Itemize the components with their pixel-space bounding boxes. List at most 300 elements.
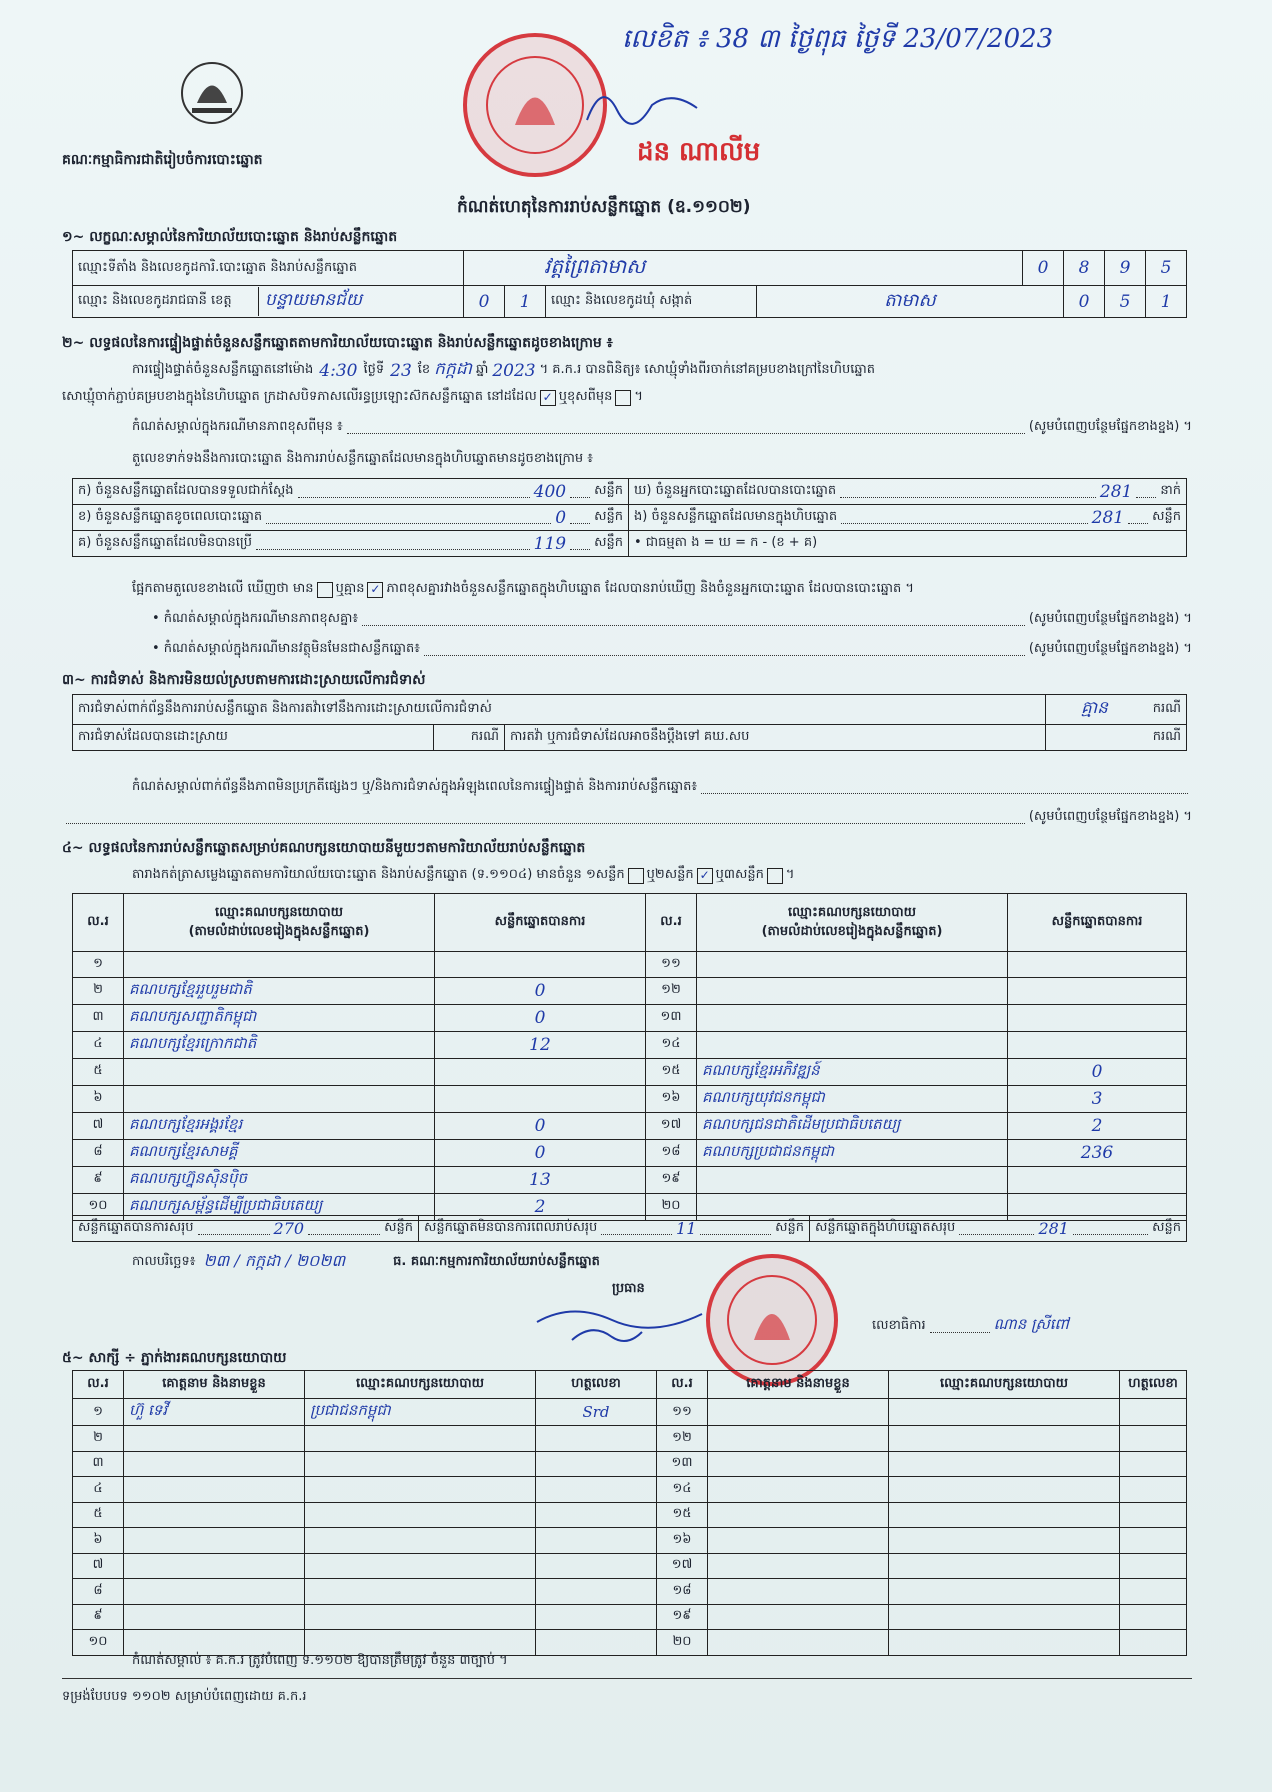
- total-valid-cell: [73, 1216, 419, 1242]
- figures-intro: តួលេខទាក់ទងនឹងការបោះឆ្នោត និងការរាប់សន្លឹកឆ្នោតដែលមានក្នុងហិបឆ្នោតមានដូចខាងក្រោម ៖: [132, 451, 593, 466]
- party-votes: 12: [435, 1031, 646, 1058]
- total-box-cell: [810, 1216, 1187, 1242]
- witness-party[interactable]: [889, 1604, 1120, 1630]
- col-party-right-sub: (តាមលំដាប់លេខរៀងក្នុងសន្លឹកឆ្នោត): [761, 923, 943, 939]
- witness-party[interactable]: [305, 1579, 536, 1605]
- total-valid-value: 270: [273, 1219, 305, 1238]
- col-party-left-sub: (តាមលំដាប់លេខរៀងក្នុងសន្លឹកឆ្នោត): [188, 923, 370, 939]
- verification-line2: [62, 388, 643, 407]
- dotfill: [570, 537, 590, 550]
- difference-note-line: [132, 418, 1192, 437]
- witness-signature[interactable]: [536, 1426, 657, 1452]
- w-col-sign-right: ហត្ថលេខា: [1120, 1371, 1187, 1399]
- party-votes: [435, 952, 646, 978]
- witness-name[interactable]: [708, 1399, 889, 1426]
- witness-name[interactable]: [708, 1630, 889, 1656]
- discrepancy-label-b: ឬគ្មាន: [335, 581, 365, 596]
- witness-no: ១៥: [657, 1502, 708, 1528]
- witness-party[interactable]: [305, 1426, 536, 1452]
- witness-no: ២: [73, 1426, 124, 1452]
- received-row: [73, 479, 629, 505]
- table-row: [73, 1426, 1187, 1452]
- witness-party[interactable]: [305, 1451, 536, 1477]
- footer-divider: [62, 1678, 1192, 1679]
- date-value: ២៣ / កក្កដា / ២០២៣: [203, 1251, 346, 1270]
- party-name: គណបក្សជនជាតិដើមប្រជាធិបតេយ្យ: [697, 1112, 1008, 1139]
- witness-party[interactable]: [889, 1477, 1120, 1503]
- party-no: ១៥: [646, 1058, 697, 1085]
- verify-line1-rest: ។ គ.ក.រ បានពិនិត្យ៖ សោឃ្មុំទាំងពីរចាក់នៅគម្របខាងក្រៅនៃហិបឆ្នោត: [539, 362, 875, 377]
- form-title: កំណត់ហេតុនៃការរាប់សន្លឹកឆ្នោត (ឧ.១១០២): [457, 197, 751, 217]
- appeal-label: ការតវ៉ា ឬការជំទាស់ដែលអាចនឹងប្តឹងទៅ គឃ.សប: [505, 725, 1046, 751]
- witness-party[interactable]: [889, 1579, 1120, 1605]
- stamp-name: ដន ណាលីម: [637, 137, 761, 167]
- party-votes: 0: [435, 1139, 646, 1166]
- party-no: ១: [73, 952, 124, 978]
- form-footer: ទម្រង់បែបបទ ១១០២ សម្រាប់បំពេញដោយ គ.ក.រ: [62, 1689, 307, 1704]
- changed-label: ឬខុសពីមុន: [558, 389, 613, 404]
- dotfill: [700, 1222, 771, 1235]
- foreign-object-note-field[interactable]: [424, 643, 1025, 656]
- witness-name[interactable]: [124, 1553, 305, 1579]
- party-name: [124, 1058, 435, 1085]
- col-no-left: ល.រ: [73, 894, 124, 952]
- total-invalid-cell: [419, 1216, 810, 1242]
- witness-no: ១: [73, 1399, 124, 1426]
- party-no: ៥: [73, 1058, 124, 1085]
- party-no: ១៦: [646, 1085, 697, 1112]
- verify-day: 23: [390, 360, 412, 381]
- party-name: [697, 977, 1008, 1004]
- col-party-right: [697, 894, 1008, 952]
- irregularity-note-line2: [62, 808, 1192, 827]
- discrepancy-note-field[interactable]: [362, 613, 1025, 626]
- witness-name[interactable]: [708, 1553, 889, 1579]
- total-box-unit: សន្លឹក: [1152, 1220, 1182, 1235]
- spoiled-label: ខ) ចំនួនសន្លឹកឆ្នោតខូចពេលបោះឆ្នោត: [78, 509, 263, 524]
- party-no: ១៩: [646, 1166, 697, 1193]
- dotfill: [930, 1320, 990, 1333]
- witness-signature[interactable]: [1120, 1426, 1187, 1452]
- party-votes: 2: [435, 1193, 646, 1220]
- section1-title: ១~ លក្ខណៈសម្គាល់នៃការិយាល័យបោះឆ្នោត និងរាប់សន្លឹកឆ្នោត: [62, 229, 398, 245]
- dotfill: [198, 1222, 270, 1235]
- emblem-logo: [177, 58, 247, 128]
- station-code-1: 0: [1023, 251, 1064, 286]
- verify-time: 4:30: [319, 360, 358, 381]
- committee-stamp: [702, 1250, 842, 1390]
- witness-signature[interactable]: [1120, 1502, 1187, 1528]
- party-votes: 0: [435, 1112, 646, 1139]
- party-votes: 0: [435, 1004, 646, 1031]
- province-label-text: ឈ្មោះ និងលេខកូដរាជធានី ខេត្ត: [78, 293, 232, 308]
- irregularity-note-hint: (សូមបំពេញបន្ថែមផ្នែកខាងខ្នង) ។: [1028, 809, 1192, 824]
- two-sheet-label: ឬ២សន្លឹក: [646, 867, 694, 882]
- party-votes: [1008, 1031, 1187, 1058]
- table-row: [73, 1112, 1187, 1139]
- three-sheet-checkbox[interactable]: [767, 868, 783, 884]
- witness-party[interactable]: [889, 1426, 1120, 1452]
- party-name: គណបក្សខ្មែរក្រោកជាតិ: [124, 1031, 435, 1058]
- discrepancy-line: [132, 580, 914, 599]
- table-row: [73, 1477, 1187, 1503]
- voters-value: 281: [1099, 481, 1133, 502]
- verify-day-label: ថ្ងៃទី: [363, 362, 385, 377]
- witness-signature[interactable]: [1120, 1553, 1187, 1579]
- witness-no: ១៣: [657, 1451, 708, 1477]
- witness-no: ៧: [73, 1553, 124, 1579]
- witness-no: ១៩: [657, 1604, 708, 1630]
- dotfill: [840, 485, 1096, 498]
- witness-no: ១៨: [657, 1579, 708, 1605]
- table-row: [73, 1085, 1187, 1112]
- spoiled-unit: សន្លឹក: [594, 509, 623, 524]
- no-discrepancy-checkbox[interactable]: ✓: [367, 582, 383, 598]
- party-votes: 0: [1008, 1058, 1187, 1085]
- table-row: [73, 1139, 1187, 1166]
- complaints-count: គ្មាន: [1081, 698, 1108, 718]
- secretary-label: លេខាធិការ: [872, 1317, 926, 1333]
- verify-year-label: ឆ្នាំ: [475, 362, 489, 377]
- witness-name[interactable]: [708, 1426, 889, 1452]
- total-invalid-label: សន្លឹកឆ្នោតមិនបានការពេលរាប់សរុប: [424, 1220, 598, 1235]
- party-no: ១២: [646, 977, 697, 1004]
- box-count-label: ង) ចំនួនសន្លឹកឆ្នោតដែលមានក្នុងហិបឆ្នោត: [634, 509, 838, 524]
- verify-line2-end: ។: [634, 389, 643, 404]
- dotfill: [256, 537, 530, 550]
- party-votes: [435, 1085, 646, 1112]
- col-party-left: [124, 894, 435, 952]
- appeal-unit: ករណី: [1046, 725, 1187, 751]
- party-name: [124, 1085, 435, 1112]
- witness-party[interactable]: [305, 1604, 536, 1630]
- witness-party[interactable]: [889, 1451, 1120, 1477]
- witness-party[interactable]: [889, 1502, 1120, 1528]
- total-box-label: សន្លឹកឆ្នោតក្នុងហិបឆ្នោតសរុប: [815, 1220, 956, 1235]
- date-label: កាលបរិច្ឆេទ៖: [132, 1253, 196, 1269]
- table-row: [73, 1579, 1187, 1605]
- box-count-row: [629, 505, 1187, 531]
- witness-name[interactable]: [708, 1604, 889, 1630]
- witness-no: ៦: [73, 1528, 124, 1554]
- discrepancy-note-line: [152, 610, 1192, 629]
- witness-signature[interactable]: [536, 1502, 657, 1528]
- difference-note-label: កំណត់សម្គាល់ក្នុងករណីមានភាពខុសពីមុន ៖: [132, 419, 343, 434]
- witness-signature[interactable]: [1120, 1528, 1187, 1554]
- station-id-table: [72, 250, 1187, 318]
- witness-signature[interactable]: [536, 1451, 657, 1477]
- witness-name[interactable]: [124, 1426, 305, 1452]
- witness-body: [73, 1399, 1187, 1656]
- spoiled-value: 0: [555, 507, 567, 528]
- party-no: ៧: [73, 1112, 124, 1139]
- w-col-party-right: ឈ្មោះគណបក្សនយោបាយ: [889, 1371, 1120, 1399]
- foreign-object-note-hint: (សូមបំពេញបន្ថែមផ្នែកខាងខ្នង) ។: [1028, 641, 1192, 656]
- unused-row: [73, 531, 629, 557]
- w-col-name-right: គោត្តនាម និងនាមខ្លួន: [708, 1371, 889, 1399]
- witness-no: ១៤: [657, 1477, 708, 1503]
- commune-code-2: 5: [1105, 286, 1146, 318]
- voters-unit: នាក់: [1160, 483, 1181, 498]
- witness-signature[interactable]: [536, 1604, 657, 1630]
- witness-no: ១២: [657, 1426, 708, 1452]
- party-no: ១៨: [646, 1139, 697, 1166]
- commune-label: ឈ្មោះ និងលេខកូដឃុំ សង្កាត់: [546, 286, 757, 318]
- dotfill: [266, 511, 551, 524]
- ballot-stats-table: [72, 478, 1187, 557]
- party-name: គណបក្សខ្មែរអង្គរខ្មែរ: [124, 1112, 435, 1139]
- voters-label: ឃ) ចំនួនអ្នកបោះឆ្នោតដែលបានបោះឆ្នោត: [634, 483, 837, 498]
- discrepancy-label-c: ភាពខុសគ្នារវាងចំនួនសន្លឹកឆ្នោតក្នុងហិបឆ្នោត ដែលបានរាប់ឃើញ និងចំនួនអ្នកបោះឆ្នោត ដែលបានបោះឆ្នោត ។: [386, 581, 914, 596]
- verify-line2-text: សោឃ្មុំចាក់ភ្ជាប់គម្របខាងក្នុងនៃហិបឆ្នោត ក្រដាសបិទភាសលើរន្ធប្រឡោះស៊កសន្លឹកឆ្នោត នៅដដែល: [62, 389, 537, 404]
- commune-code-1: 0: [1064, 286, 1105, 318]
- witness-signature[interactable]: [536, 1630, 657, 1656]
- witness-name[interactable]: [708, 1451, 889, 1477]
- party-votes: [1008, 1004, 1187, 1031]
- col-no-right: ល.រ: [646, 894, 697, 952]
- party-no: ៣: [73, 1004, 124, 1031]
- irregularity-note-line: [132, 778, 1192, 797]
- party-name: គណបក្សហ្វ៊ុនស៊ិនប៉ិច: [124, 1166, 435, 1193]
- spoiled-row: [73, 505, 629, 531]
- party-name: គណបក្សខ្មែរអភិវឌ្ឍន៍: [697, 1058, 1008, 1085]
- w-col-name-left: គោត្តនាម និងនាមខ្លួន: [124, 1371, 305, 1399]
- party-votes: 2: [1008, 1112, 1187, 1139]
- table-row: [73, 1058, 1187, 1085]
- tally-sheet-end: ។: [785, 867, 795, 882]
- witness-no: ២០: [657, 1630, 708, 1656]
- resolved-unit: ករណី: [434, 725, 505, 751]
- col-party-left-title: ឈ្មោះគណបក្សនយោបាយ: [215, 904, 343, 920]
- witness-party[interactable]: [305, 1477, 536, 1503]
- irregularity-note-field2[interactable]: [66, 811, 1025, 824]
- signature-top: [582, 80, 702, 130]
- witness-table: [72, 1370, 1187, 1656]
- witness-no: ៨: [73, 1579, 124, 1605]
- dotfill: [570, 485, 590, 498]
- witness-name[interactable]: [124, 1528, 305, 1554]
- witness-signature[interactable]: [536, 1579, 657, 1605]
- party-votes: [435, 1058, 646, 1085]
- discrepancy-label-a: ផ្អែកតាមតួលេខខាងលើ ឃើញថា មាន: [132, 581, 314, 596]
- foreign-object-note-label: • កំណត់សម្គាល់ក្នុងករណីមានវត្ថុមិនមែនជាសន្លឹកឆ្នោត៖: [152, 641, 420, 656]
- witness-party[interactable]: ប្រជាជនកម្ពុជា: [305, 1399, 536, 1426]
- foreign-object-note-line: [152, 640, 1192, 659]
- complaints-label: ការជំទាស់ពាក់ព័ន្ធនឹងការរាប់សន្លឹកឆ្នោត និងការតវ៉ាទៅនឹងការដោះស្រាយលើការជំទាស់: [73, 695, 1046, 725]
- party-no: ១៣: [646, 1004, 697, 1031]
- one-sheet-checkbox[interactable]: [628, 868, 644, 884]
- witness-name[interactable]: [708, 1579, 889, 1605]
- table-row: [73, 977, 1187, 1004]
- witness-name[interactable]: [124, 1477, 305, 1503]
- witness-signature[interactable]: [1120, 1477, 1187, 1503]
- witness-party[interactable]: [305, 1553, 536, 1579]
- col-party-right-title: ឈ្មោះគណបក្សនយោបាយ: [788, 904, 916, 920]
- verify-month-label: ខែ: [417, 362, 431, 377]
- changed-checkbox[interactable]: [615, 390, 631, 406]
- table-row: [73, 1528, 1187, 1554]
- org-name: គណៈកម្មាធិការជាតិរៀបចំការបោះឆ្នោត: [62, 152, 263, 168]
- party-no: ៩: [73, 1166, 124, 1193]
- footnote: កំណត់សម្គាល់ ៖ គ.ក.រ ត្រូវបំពេញ ទ.១១០២ ឱ្យបានត្រឹមត្រូវ ចំនួន ៣ច្បាប់ ។: [132, 1653, 508, 1668]
- witness-signature[interactable]: [1120, 1399, 1187, 1426]
- tally-sheet-line: [132, 866, 794, 885]
- party-votes: 13: [435, 1166, 646, 1193]
- party-results-body: [73, 952, 1187, 1221]
- section3-title: ៣~ ការជំទាស់ និងការមិនយល់ស្របតាមការដោះស្រាយលើការជំទាស់: [62, 672, 426, 688]
- witness-name[interactable]: [124, 1579, 305, 1605]
- dotfill: [1136, 485, 1156, 498]
- witness-name[interactable]: [708, 1528, 889, 1554]
- verify-time-label: ការផ្ទៀងផ្ទាត់ចំនួនសន្លឹកឆ្នោតនៅម៉ោង: [132, 362, 314, 377]
- witness-party[interactable]: [889, 1399, 1120, 1426]
- witness-signature[interactable]: [1120, 1579, 1187, 1605]
- dotfill: [298, 485, 530, 498]
- witness-party[interactable]: [889, 1528, 1120, 1554]
- party-name: [124, 952, 435, 978]
- table-row: [73, 1399, 1187, 1426]
- chair-signature: [532, 1292, 712, 1352]
- received-unit: សន្លឹក: [594, 483, 623, 498]
- dotfill: [959, 1222, 1034, 1235]
- party-no: ២០: [646, 1193, 697, 1220]
- witness-name[interactable]: ហ៊ួ ទេវី: [124, 1399, 305, 1426]
- two-sheet-checkbox[interactable]: ✓: [697, 868, 713, 884]
- witness-no: ៥: [73, 1502, 124, 1528]
- party-votes: 3: [1008, 1085, 1187, 1112]
- resolved-label: ការជំទាស់ដែលបានដោះស្រាយ: [73, 725, 434, 751]
- w-col-no-right: ល.រ: [657, 1371, 708, 1399]
- total-box-value: 281: [1038, 1219, 1069, 1238]
- dotfill: [1128, 511, 1148, 524]
- difference-note-hint: (សូមបំពេញបន្ថែមផ្នែកខាងខ្នង) ។: [1028, 419, 1192, 434]
- party-no: ១៤: [646, 1031, 697, 1058]
- commune-code-3: 1: [1146, 286, 1187, 318]
- secretary-line: [872, 1315, 1069, 1337]
- party-votes: 0: [435, 977, 646, 1004]
- dotfill: [570, 511, 590, 524]
- handwritten-top-note: លេខិត ៖ 38 ៣ ថ្ងៃពុធ ថ្ងៃទី 23/07/2023: [622, 24, 1054, 54]
- table-row: [73, 1031, 1187, 1058]
- commune-value: តាមាស: [757, 286, 1064, 318]
- province-label: [73, 286, 464, 318]
- witness-no: ១៧: [657, 1553, 708, 1579]
- station-code-4: 5: [1146, 251, 1187, 286]
- date-line: [132, 1250, 600, 1274]
- party-name: គណបក្សសម្ព័ន្ធដើម្បីប្រជាធិបតេយ្យ: [124, 1193, 435, 1220]
- w-col-sign-left: ហត្ថលេខា: [536, 1371, 657, 1399]
- witness-name[interactable]: [124, 1451, 305, 1477]
- witness-no: ១០: [73, 1630, 124, 1656]
- dotfill: [1073, 1222, 1148, 1235]
- party-votes: [1008, 1166, 1187, 1193]
- discrepancy-note-hint: (សូមបំពេញបន្ថែមផ្នែកខាងខ្នង) ។: [1028, 611, 1192, 626]
- difference-note-field[interactable]: [347, 421, 1025, 434]
- witness-party[interactable]: [305, 1528, 536, 1554]
- section4-title: ៤~ លទ្ធផលនៃការរាប់សន្លឹកឆ្នោតសម្រាប់គណបក្សនយោបាយនីមួយៗតាមការិយាល័យរាប់សន្លឹកឆ្នោត: [62, 840, 586, 856]
- table-row: [73, 1166, 1187, 1193]
- committee-label: ធ. គណៈកម្មការការិយាល័យរាប់សន្លឹកឆ្នោត: [393, 1253, 600, 1269]
- province-code-1: 0: [464, 286, 505, 318]
- party-name: [697, 952, 1008, 978]
- witness-signature[interactable]: [1120, 1604, 1187, 1630]
- table-row: [73, 1004, 1187, 1031]
- party-no: ១១: [646, 952, 697, 978]
- complaints-value: [1046, 695, 1187, 725]
- witness-signature[interactable]: [536, 1477, 657, 1503]
- total-invalid-value: 11: [676, 1219, 697, 1238]
- complaints-table: [72, 694, 1187, 751]
- table-row: [73, 1604, 1187, 1630]
- unused-unit: សន្លឹក: [594, 535, 623, 550]
- verify-year: 2023: [492, 360, 536, 381]
- secretary-name: ណាន ស្រីពៅ: [993, 1315, 1069, 1333]
- dotfill: [308, 1222, 380, 1235]
- party-name: គណបក្សខ្មែរសាមគ្គី: [124, 1139, 435, 1166]
- party-no: ១៧: [646, 1112, 697, 1139]
- irregularity-note-field[interactable]: [701, 781, 1188, 794]
- station-name-label: ឈ្មោះទីតាំង និងលេខកូដការិ.បោះឆ្នោត និងរាប់សន្លឹកឆ្នោត: [73, 251, 464, 286]
- party-no: ៨: [73, 1139, 124, 1166]
- party-name: [697, 1031, 1008, 1058]
- unused-label: គ) ចំនួនសន្លឹកឆ្នោតដែលមិនបានប្រើ: [78, 535, 252, 550]
- irregularity-note-label: កំណត់សម្គាល់ពាក់ព័ន្ធនឹងភាពមិនប្រក្រតីផ្សេងៗ ឬ/និងការជំទាស់ក្នុងអំឡុងពេលនៃការផ្ទៀងផ្ទាត់ និងការរាប់សន្លឹកឆ្នោត៖: [132, 779, 698, 794]
- province-code-2: 1: [505, 286, 546, 318]
- total-valid-label: សន្លឹកឆ្នោតបានការសរុប: [78, 1220, 194, 1235]
- witness-signature[interactable]: [1120, 1630, 1187, 1656]
- same-checkbox[interactable]: ✓: [540, 390, 556, 406]
- dotfill: [601, 1222, 672, 1235]
- party-name: គណបក្សសញ្ជាតិកម្ពុជា: [124, 1004, 435, 1031]
- witness-party[interactable]: [889, 1553, 1120, 1579]
- formula: • ជាធម្មតា ង = ឃ = ក - (ខ + គ): [629, 531, 1187, 557]
- received-value: 400: [533, 481, 567, 502]
- box-count-value: 281: [1091, 507, 1125, 528]
- party-votes: [1008, 952, 1187, 978]
- received-label: ក) ចំនួនសន្លឹកឆ្នោតដែលបានទទួលជាក់ស្តែង: [78, 483, 294, 498]
- witness-signature[interactable]: [536, 1553, 657, 1579]
- witness-name[interactable]: [708, 1502, 889, 1528]
- witness-no: ៩: [73, 1604, 124, 1630]
- station-code-2: 8: [1064, 251, 1105, 286]
- witness-signature[interactable]: Srd: [536, 1399, 657, 1426]
- chair-label: ប្រធាន: [612, 1281, 645, 1296]
- witness-name[interactable]: [124, 1502, 305, 1528]
- witness-name[interactable]: [124, 1604, 305, 1630]
- party-no: ៦: [73, 1085, 124, 1112]
- witness-signature[interactable]: [1120, 1451, 1187, 1477]
- party-no: ១០: [73, 1193, 124, 1220]
- witness-party[interactable]: [889, 1630, 1120, 1656]
- total-invalid-unit: សន្លឹក: [775, 1220, 805, 1235]
- table-row: [73, 1502, 1187, 1528]
- witness-signature[interactable]: [536, 1528, 657, 1554]
- station-code-3: 9: [1105, 251, 1146, 286]
- w-col-no-left: ល.រ: [73, 1371, 124, 1399]
- tally-sheet-text: តារាងកត់ត្រាសម្លេងឆ្នោតតាមការិយាល័យបោះឆ្នោត និងរាប់សន្លឹកឆ្នោត (ទ.១១០៤) មានចំនួន ១សន្លឹក: [132, 867, 625, 882]
- verify-month: កក្កដា: [434, 359, 472, 379]
- has-discrepancy-checkbox[interactable]: [317, 582, 333, 598]
- col-votes-right: សន្លឹកឆ្នោតបានការ: [1008, 894, 1187, 952]
- witness-name[interactable]: [708, 1477, 889, 1503]
- unused-value: 119: [533, 533, 567, 554]
- section5-title: ៥~ សាក្សី ÷ ភ្នាក់ងារគណបក្សនយោបាយ: [62, 1350, 287, 1366]
- witness-no: ១៦: [657, 1528, 708, 1554]
- witness-party[interactable]: [305, 1502, 536, 1528]
- party-name: គណបក្សខ្មែររួបរួមជាតិ: [124, 977, 435, 1004]
- voters-row: [629, 479, 1187, 505]
- witness-no: ៣: [73, 1451, 124, 1477]
